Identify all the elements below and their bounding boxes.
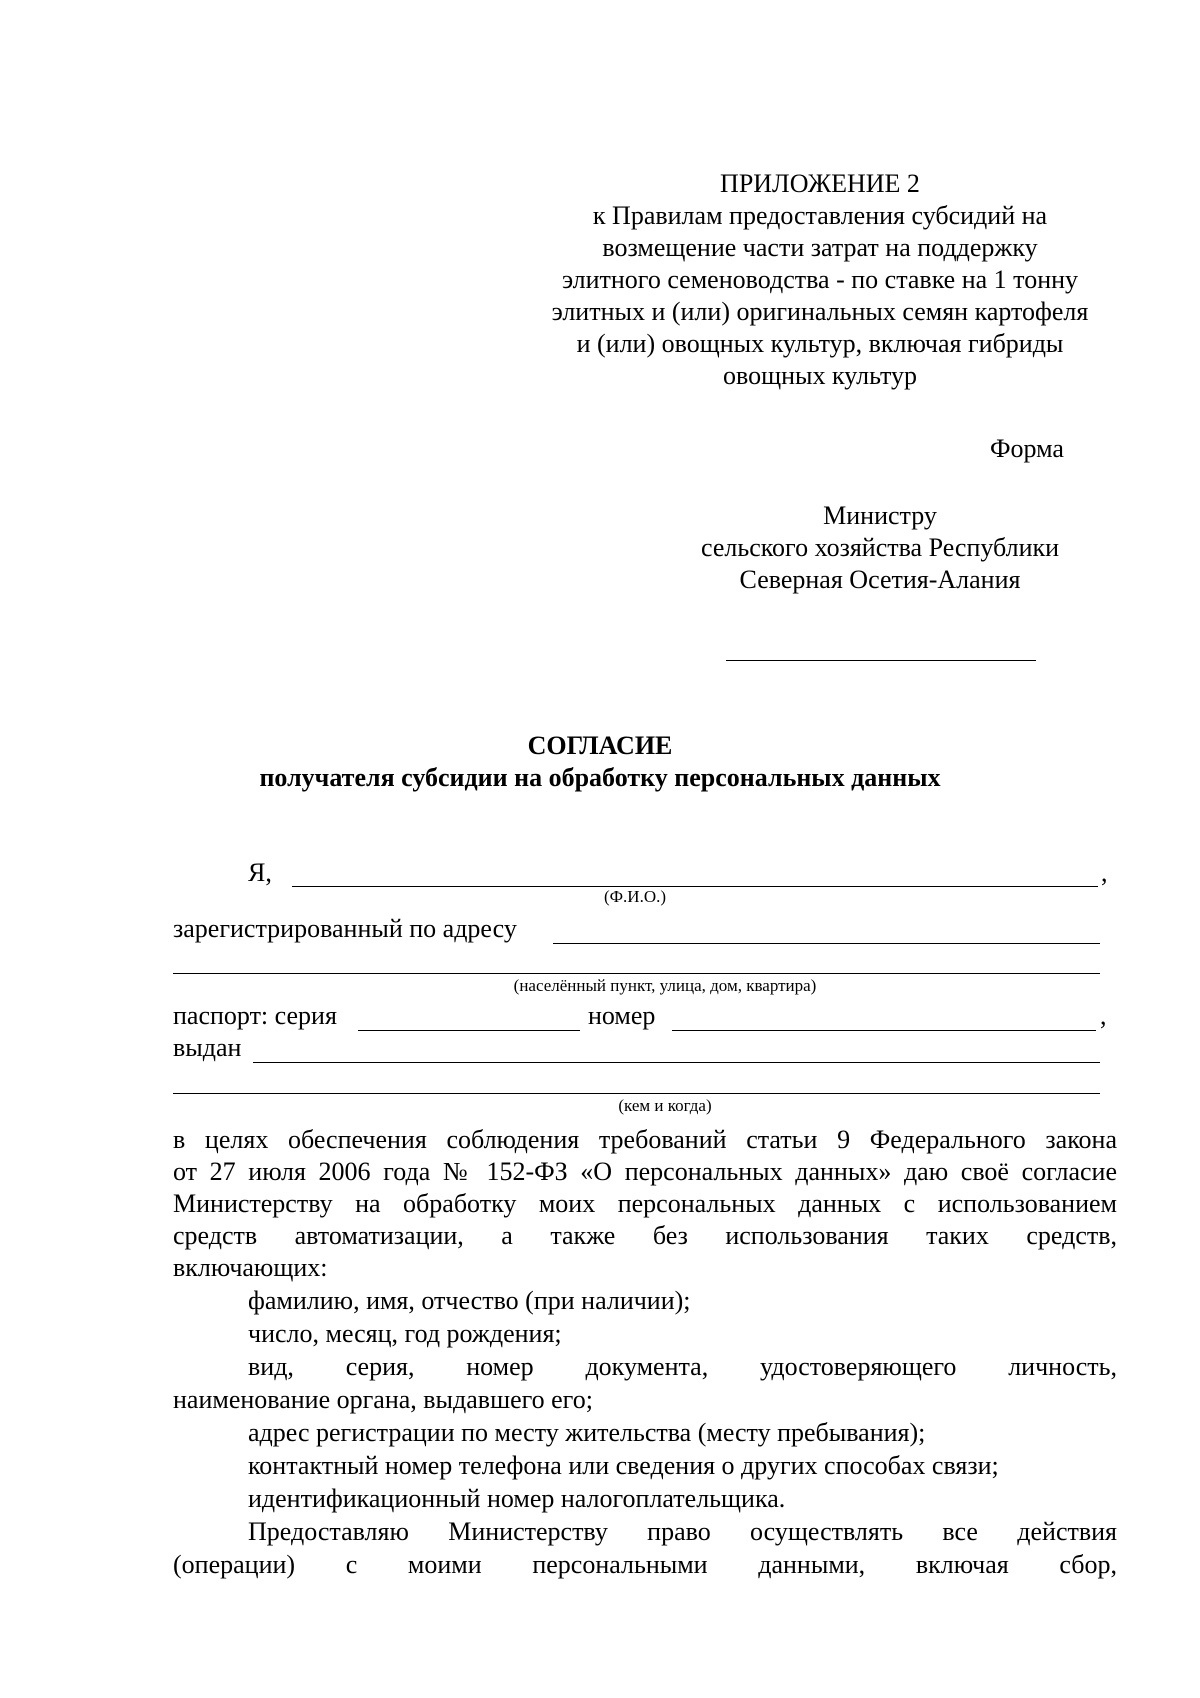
i-label: Я, <box>248 858 272 887</box>
list-item: идентификационный номер налогоплательщика. <box>248 1484 786 1513</box>
list-item: фамилию, имя, отчество (при наличии); <box>248 1286 691 1315</box>
list-item: адрес регистрации по месту жительства (месту пребывания); <box>248 1418 926 1447</box>
fio-comma: , <box>1101 858 1108 887</box>
issued-field-line2[interactable] <box>173 1093 1100 1094</box>
annex-title: ПРИЛОЖЕНИЕ 2 <box>720 169 920 198</box>
passport-number-label: номер <box>588 1001 656 1030</box>
body-line: Министерству на обработку моих персональных данных с использованием <box>173 1189 1117 1218</box>
addressee-line: Министру <box>823 501 937 530</box>
list-item: контактный номер телефона или сведения о других способах связи; <box>248 1451 999 1480</box>
fio-caption: (Ф.И.О.) <box>603 887 667 906</box>
address-field-line2[interactable] <box>173 973 1100 974</box>
body-line: Предоставляю Министерству право осуществлять все действия <box>248 1517 1117 1546</box>
issued-field[interactable] <box>253 1062 1100 1063</box>
passport-comma: , <box>1100 1001 1107 1030</box>
document-title <box>0 730 1200 794</box>
form-label: Форма <box>990 434 1064 463</box>
title-main: СОГЛАСИЕ <box>527 731 673 760</box>
passport-series-label: паспорт: серия <box>173 1001 337 1030</box>
title-subtitle: получателя субсидии на обработку персональных данных <box>259 763 941 792</box>
body-line: (операции) с моими персональными данными, включая сбор, <box>173 1550 1117 1579</box>
annex-line: овощных культур <box>723 361 917 390</box>
passport-number-field[interactable] <box>672 1030 1096 1031</box>
addressee-block <box>660 500 1100 596</box>
addressee-line: сельского хозяйства Республики <box>700 533 1060 562</box>
body-line: в целях обеспечения соблюдения требований статьи 9 Федерального закона <box>173 1125 1117 1154</box>
annex-line: возмещение части затрат на поддержку <box>602 233 1038 262</box>
body-line: от 27 июля 2006 года № 152-ФЗ «О персональных данных» даю своё согласие <box>173 1157 1117 1186</box>
body-line: включающих: <box>173 1253 328 1282</box>
sender-name-field[interactable] <box>726 660 1036 661</box>
annex-line: элитного семеноводства - по ставке на 1 тонну <box>561 265 1079 294</box>
passport-series-field[interactable] <box>358 1030 580 1031</box>
body-line: средств автоматизации, а также без использования таких средств, <box>173 1221 1117 1250</box>
list-item-continuation: наименование органа, выдавшего его; <box>173 1385 593 1414</box>
annex-line: к Правилам предоставления субсидий на <box>592 201 1048 230</box>
annex-line: элитных и (или) оригинальных семян картофеля <box>551 297 1089 326</box>
list-item: число, месяц, год рождения; <box>248 1319 562 1348</box>
issued-label: выдан <box>173 1033 242 1062</box>
addressee-line: Северная Осетия-Алания <box>739 565 1021 594</box>
address-field[interactable] <box>553 943 1100 944</box>
list-item: вид, серия, номер документа, удостоверяющего личность, <box>248 1352 1117 1381</box>
registered-label: зарегистрированный по адресу <box>173 914 517 943</box>
issued-caption: (кем и когда) <box>618 1096 712 1115</box>
address-caption: (населённый пункт, улица, дом, квартира) <box>513 976 817 995</box>
annex-header <box>480 168 1160 392</box>
annex-line: и (или) овощных культур, включая гибриды <box>576 329 1064 358</box>
